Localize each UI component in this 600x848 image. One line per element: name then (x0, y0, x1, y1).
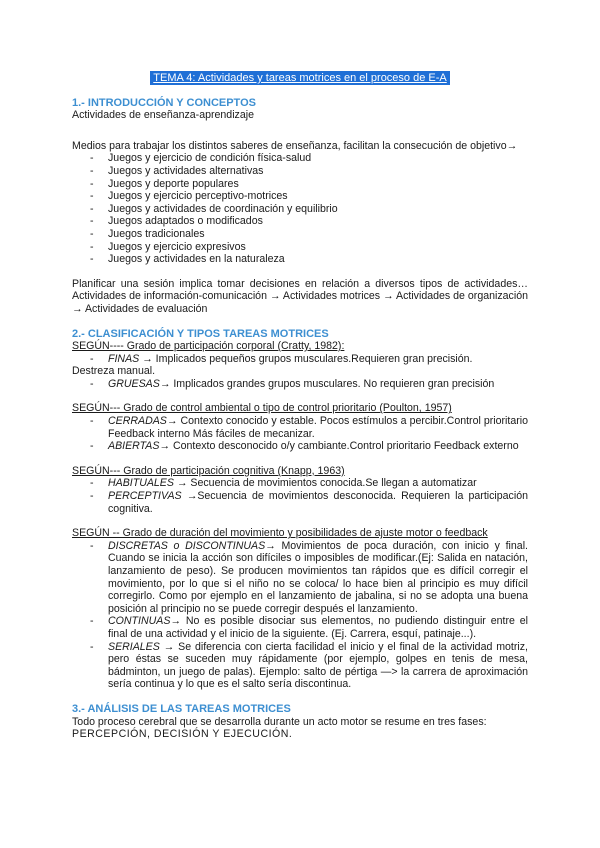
term-description: → Implicados grandes grupos musculares. No requieren gran precisión (159, 377, 495, 390)
term-abiertas: ABIERTAS (108, 440, 160, 453)
list-item (90, 615, 528, 640)
list-item: - Juegos y ejercicio expresivos (90, 241, 528, 254)
section-1-intro: Medios para trabajar los distintos saberes de enseñanza, facilitan la consecución de objetivo→ (72, 139, 518, 152)
list-item: - Juegos y deporte populares (90, 178, 528, 191)
list-item (90, 490, 528, 515)
classification-list-poulton (72, 415, 528, 453)
term-description: → Contexto conocido y estable. Pocos estímulos a percibir.Control prioritario Feedback interno Más fáciles de mecanizar. (108, 415, 528, 440)
classification-header-cratty: SEGÚN---- Grado de participación corporal (Cratty, 1982): (72, 340, 345, 353)
list-item: - Juegos y actividades alternativas (90, 165, 528, 178)
term-seriales: SERIALES (108, 640, 160, 653)
list-item: - Juegos y ejercicio perceptivo-motrices (90, 190, 528, 203)
activity-list (72, 152, 528, 265)
list-item: - Juegos y actividades en la naturaleza (90, 253, 528, 266)
classification-list-duration (72, 540, 528, 691)
list-item: - Juegos tradicionales (90, 228, 528, 241)
list-item (90, 641, 528, 691)
document-page (72, 72, 528, 741)
term-discretas: DISCRETAS o DISCONTINUAS (108, 539, 266, 552)
term-continuas: CONTINUAS (108, 615, 171, 628)
classification-list-cratty-2 (72, 378, 528, 391)
term-description: → Movimientos de poca duración, con inicio y final. Cuando se inicia la acción son difíciles o imposibles de modificar.(Ej: Salida en natación, lanzamiento de peso). Se producen movimientos tan rápidos que es difícil corregir el movimiento, por lo que si el niño no se coloca/ lo hace bien al principio es muy difícil corregirlo. Como por ejemplo en el lanzamiento de jabalina, si no se adopta una buena posición al principio no se puede corregir después el lanzamiento. (108, 539, 528, 615)
term-cerradas: CERRADAS (108, 415, 167, 428)
term-description: → No es posible disociar sus elementos, no pudiendo distinguir entre el final de una actividad y el inicio de la siguiente. (Ej. Carrera, esquí, patinaje...). (108, 615, 528, 640)
list-item: - Juegos y ejercicio de condición física-salud (90, 152, 528, 165)
classification-list-cratty (72, 353, 528, 366)
term-description: →Secuencia de movimientos desconocida. Requieren la participación cognitiva. (108, 490, 528, 515)
list-item (90, 353, 528, 366)
section-1-subtitle: Actividades de enseñanza-aprendizaje (72, 109, 254, 122)
extra-line: Destreza manual. (72, 365, 156, 378)
term-gruesas: GRUESAS (108, 377, 160, 390)
list-item (90, 378, 528, 391)
classification-header-knapp: SEGÚN--- Grado de participación cognitiva (Knapp, 1963) (72, 464, 345, 477)
list-item (90, 415, 528, 440)
term-finas: FINAS (108, 352, 140, 365)
planning-paragraph: Planificar una sesión implica tomar decisiones en relación a diversos tipos de actividades… Actividades de información-comunicación → Actividades motrices → Actividades de organización → Actividades de evaluación (72, 277, 528, 315)
section-1-heading: 1.- INTRODUCCIÓN Y CONCEPTOS (72, 96, 256, 109)
list-item: - Juegos adaptados o modificados (90, 215, 528, 228)
classification-header-poulton: SEGÚN--- Grado de control ambiental o tipo de control prioritario (Poulton, 1957) (72, 402, 452, 415)
classification-header-duration: SEGÚN -- Grado de duración del movimiento y posibilidades de ajuste motor o feedback (72, 527, 488, 540)
term-perceptivas: PERCEPTIVAS (108, 490, 182, 503)
section-3-phases: PERCEPCIÓN, DECISIÓN Y EJECUCIÓN. (72, 728, 293, 741)
term-description: → Implicados pequeños grupos musculares.Requieren gran precisión. (139, 352, 473, 365)
term-description: → Secuencia de movimientos conocida.Se llegan a automatizar (173, 477, 477, 490)
term-description: → Se diferencia con cierta facilidad el inicio y el final de la actividad motriz, pero éstas se suceden muy rápidamente (por ejemplo, golpes en tenis de mesa, bádminton, un juego de palas). Ejemplo: salto de pértiga —> la carrera de aproximación sería continua y lo que es el salto sería discontinua. (108, 640, 528, 691)
term-habituales: HABITUALES (108, 477, 174, 490)
classification-list-knapp (72, 477, 528, 515)
list-item (90, 440, 528, 453)
document-title: TEMA 4: Actividades y tareas motrices en el proceso de E-A (150, 71, 449, 85)
list-item (90, 477, 528, 490)
section-3-heading: 3.- ANÁLISIS DE LAS TAREAS MOTRICES (72, 702, 291, 715)
list-item: - Juegos y actividades de coordinación y equilibrio (90, 203, 528, 216)
section-3-text: Todo proceso cerebral que se desarrolla durante un acto motor se resume en tres fases: (72, 715, 487, 728)
title-block (72, 72, 528, 85)
term-description: → Contexto desconocido o/y cambiante.Control prioritario Feedback externo (159, 440, 519, 453)
section-2-heading: 2.- CLASIFICACIÓN Y TIPOS TAREAS MOTRICES (72, 327, 329, 340)
list-item (90, 540, 528, 616)
